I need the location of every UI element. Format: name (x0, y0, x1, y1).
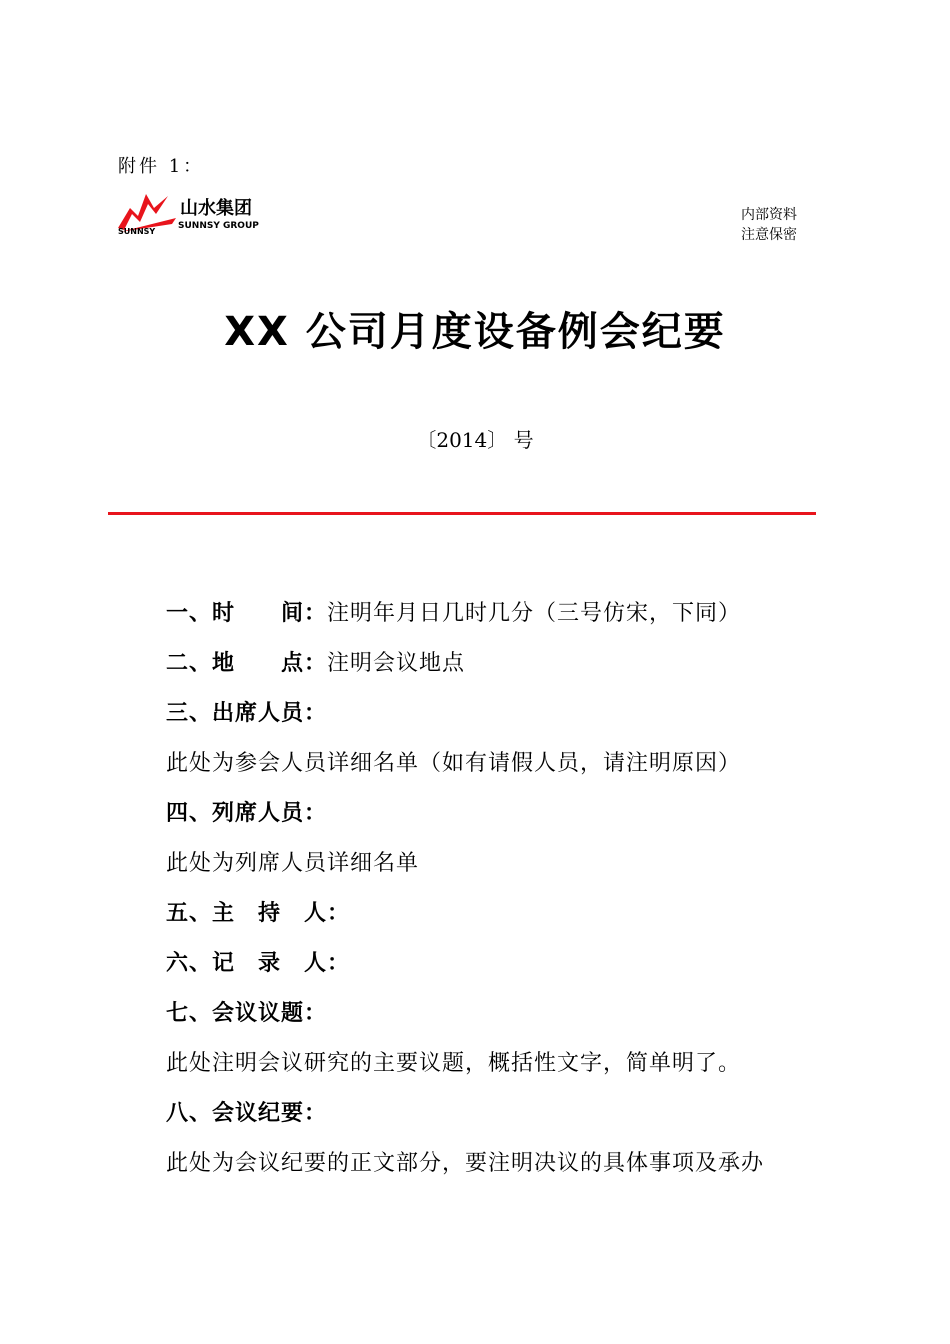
minutes-value: 此处为会议纪要的正文部分，要注明决议的具体事项及承办 (166, 1151, 765, 1176)
document-number: 〔2014〕 号 (416, 428, 534, 452)
logo-cn-name: 山水集团 (180, 198, 252, 219)
attendees-value: 此处为参会人员详细名单（如有请假人员，请注明原因） (166, 751, 742, 776)
recorder-label: 六、记 录 人： (166, 951, 351, 976)
time-label: 一、时 间： (166, 601, 328, 626)
place-row (166, 646, 465, 677)
attendees-label: 三、出席人员： (166, 701, 328, 726)
document-title: XX 公司月度设备例会纪要 (224, 309, 726, 355)
place-label: 二、地 点： (166, 651, 328, 676)
place-value: 注明会议地点 (327, 651, 466, 676)
time-value: 注明年月日几时几分（三号仿宋，下同） (327, 601, 742, 626)
attachment-label: 附件 1： (118, 156, 205, 177)
topic-label: 七、会议议题： (166, 1001, 328, 1026)
confidential-line-2: 注意保密 (741, 227, 797, 243)
logo-en-short: SUNNSY (118, 227, 156, 236)
observers-label: 四、列席人员： (166, 801, 328, 826)
minutes-label: 八、会议纪要： (166, 1101, 328, 1126)
observers-value: 此处为列席人员详细名单 (166, 851, 420, 876)
red-divider (108, 512, 816, 515)
time-row (166, 596, 741, 627)
sunnsy-group-logo (116, 188, 276, 236)
logo-en-name: SUNNSY GROUP (178, 221, 259, 231)
host-label: 五、主 持 人： (166, 901, 351, 926)
confidential-line-1: 内部资料 (741, 207, 797, 223)
topic-value: 此处注明会议研究的主要议题，概括性文字，简单明了。 (166, 1051, 742, 1076)
